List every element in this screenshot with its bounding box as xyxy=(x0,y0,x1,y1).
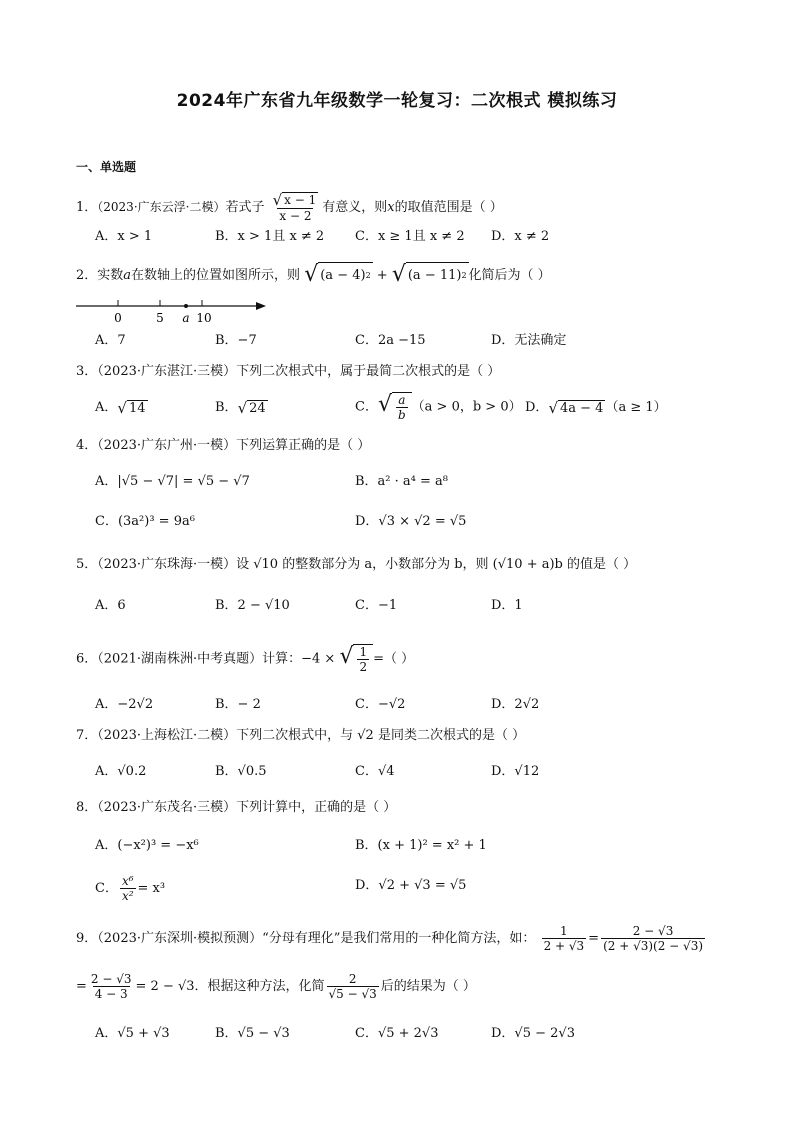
radicand: 24 xyxy=(249,400,266,416)
tick-label: a xyxy=(182,311,190,325)
question-text: = 2 − √3．根据这种方法，化简 xyxy=(135,979,325,994)
option-d[interactable]: D．x ≠ 2 xyxy=(491,229,550,244)
numerator: x⁶ xyxy=(121,874,134,888)
question-2: 2．实数a在数轴上的位置如图所示，则 √ (a − 4) 2 + √ (a − 11) 2 化简后为（ ） xyxy=(76,262,551,287)
option-d[interactable]: D． √ 4a − 4 （a ≥ 1） xyxy=(525,398,667,417)
denominator: x² xyxy=(121,889,134,903)
denominator: 2 xyxy=(359,660,368,674)
option-b[interactable]: B． √ 24 xyxy=(215,398,266,417)
option-label: C． xyxy=(95,881,118,896)
option-a[interactable]: A．|√5 − √7| = √5 − √7 xyxy=(95,474,250,489)
option-a[interactable]: A．√5 + √3 xyxy=(95,1026,170,1041)
numerator: 1 xyxy=(359,645,368,659)
tick-label: 10 xyxy=(196,311,212,325)
option-b[interactable]: B．2 − √10 xyxy=(215,598,290,613)
question-text: 若式子 xyxy=(225,200,265,215)
question-source: （2023·广东云浮·二模） xyxy=(97,200,226,214)
question-text: 在数轴上的位置如图所示，则 xyxy=(131,268,301,283)
denominator: 4 − 3 xyxy=(94,987,128,1001)
option-c[interactable]: C．√5 + 2√3 xyxy=(355,1026,439,1041)
denominator: b xyxy=(397,408,406,422)
option-condition: （a > 0，b > 0） xyxy=(411,399,522,415)
option-b[interactable]: B．a² · a⁴ = a⁸ xyxy=(355,474,448,489)
numerator: 1 xyxy=(560,924,568,938)
tick-label: 5 xyxy=(156,311,164,325)
denominator: 2 + √3 xyxy=(543,939,585,953)
option-d[interactable]: D．√5 − 2√3 xyxy=(491,1026,575,1041)
option-b[interactable]: B．√0.5 xyxy=(215,764,267,779)
question-5: 5．（2023·广东珠海·一模）设 √10 的整数部分为 a，小数部分为 b，则 (√10 + a)b 的值是（ ） xyxy=(76,557,637,572)
question-text: 化简后为（ ） xyxy=(468,268,551,283)
option-c[interactable]: C．−√2 xyxy=(355,697,406,712)
option-d[interactable]: D．√12 xyxy=(491,764,540,779)
option-a[interactable]: A．−2√2 xyxy=(95,697,154,712)
numerator: 2 xyxy=(348,972,357,986)
denominator: (2 + √3)(2 − √3) xyxy=(603,939,704,953)
numerator: a xyxy=(398,393,406,407)
option-a[interactable]: A．(−x²)³ = −x⁶ xyxy=(95,838,199,853)
radicand: (a − 4) xyxy=(320,268,366,283)
option-b[interactable]: B．(x + 1)² = x² + 1 xyxy=(355,838,487,853)
option-a[interactable]: A．√0.2 xyxy=(95,764,147,779)
radicand: (a − 11) xyxy=(407,268,462,283)
denominator: √5 − √3 xyxy=(328,987,377,1001)
variable: a xyxy=(123,268,132,283)
option-c[interactable] xyxy=(95,874,165,903)
option-d[interactable]: D．√3 × √2 = √5 xyxy=(355,514,467,529)
option-a[interactable]: A．6 xyxy=(95,598,126,613)
option-condition: （a ≥ 1） xyxy=(605,400,667,415)
question-9: 9．（2023·广东深圳·模拟预测）“分母有理化”是我们常用的一种化简方法，如： $\frac{1}{2 + √3}$ = $\frac{2 - √3}{(2 + √3)(2 - √3)}$ xyxy=(76,924,704,953)
radical: √ $\frac{1}{2}$ xyxy=(339,644,373,674)
fraction: √ x − 1 x − 2 xyxy=(272,191,317,223)
option-b[interactable]: B．−7 xyxy=(215,333,257,348)
variable: x xyxy=(387,200,395,215)
question-text: 6．（2021·湖南株洲·中考真题）计算：−4 × xyxy=(76,651,336,667)
question-4: 4．（2023·广东广州·一模）下列运算正确的是（ ） xyxy=(76,438,371,453)
option-label: A． xyxy=(95,400,118,415)
option-b[interactable]: B．√5 − √3 xyxy=(215,1026,290,1041)
question-text: 有意义，则 xyxy=(322,200,388,215)
question-8: 8．（2023·广东茂名·三模）下列计算中，正确的是（ ） xyxy=(76,800,397,815)
section-heading: 一、单选题 xyxy=(76,160,137,174)
page-title: 2024年广东省九年级数学一轮复习：二次根式 模拟练习 xyxy=(176,91,618,111)
option-label: D． xyxy=(525,400,549,415)
question-text: = xyxy=(76,979,87,994)
option-d[interactable]: D．1 xyxy=(491,598,523,613)
question-text: 2．实数 xyxy=(76,268,124,283)
option-b[interactable]: B．− 2 xyxy=(215,697,261,712)
option-expression: = x³ xyxy=(137,881,166,896)
question-6 xyxy=(76,644,414,674)
option-c[interactable]: C． √ $\frac{a}{b}$ （a > 0，b > 0） xyxy=(355,392,522,422)
question-text: 后的结果为（ ） xyxy=(380,979,476,994)
option-d[interactable]: D．无法确定 xyxy=(491,333,567,348)
option-c[interactable]: C．√4 xyxy=(355,764,395,779)
numerator: 2 − √3 xyxy=(90,972,132,986)
option-a[interactable]: A． √ 14 xyxy=(95,398,146,417)
radicand: 4a − 4 xyxy=(560,400,604,416)
number-line xyxy=(74,296,274,326)
radicand: x − 1 xyxy=(284,193,317,207)
option-a[interactable]: A．7 xyxy=(95,333,126,348)
option-c[interactable]: C．2a −15 xyxy=(355,333,426,348)
radical: √ (a − 4) 2 xyxy=(304,262,371,287)
numerator: 2 − √3 xyxy=(632,924,674,938)
question-1 xyxy=(76,192,503,223)
question-text: =（ ） xyxy=(373,651,415,667)
question-number: 1． xyxy=(76,200,98,215)
tick-label: 0 xyxy=(114,311,122,325)
option-a[interactable]: A．x > 1 xyxy=(95,229,153,244)
option-c[interactable]: C．−1 xyxy=(355,598,398,613)
option-d[interactable]: D．2√2 xyxy=(491,697,540,712)
option-label: C． xyxy=(355,399,378,415)
option-c[interactable]: C．(3a²)³ = 9a⁶ xyxy=(95,514,195,529)
radical: √ (a − 11) 2 xyxy=(391,262,467,287)
question-3: 3．（2023·广东湛江·三模）下列二次根式中，属于最简二次根式的是（ ） xyxy=(76,364,501,379)
option-d[interactable]: D．√2 + √3 = √5 xyxy=(355,878,467,893)
option-label: B． xyxy=(215,400,238,415)
option-c[interactable]: C．x ≥ 1且 x ≠ 2 xyxy=(355,229,465,244)
question-text: 9．（2023·广东深圳·模拟预测）“分母有理化”是我们常用的一种化简方法，如： xyxy=(76,931,536,946)
question-7: 7．（2023·上海松江·二模）下列二次根式中，与 √2 是同类二次根式的是（ ） xyxy=(76,728,526,743)
question-9-continued xyxy=(76,972,476,1001)
option-b[interactable]: B．x > 1且 x ≠ 2 xyxy=(215,229,325,244)
denominator: x − 2 xyxy=(279,209,312,223)
radicand: 14 xyxy=(128,400,146,416)
question-text: 的取值范围是（ ） xyxy=(394,200,503,215)
